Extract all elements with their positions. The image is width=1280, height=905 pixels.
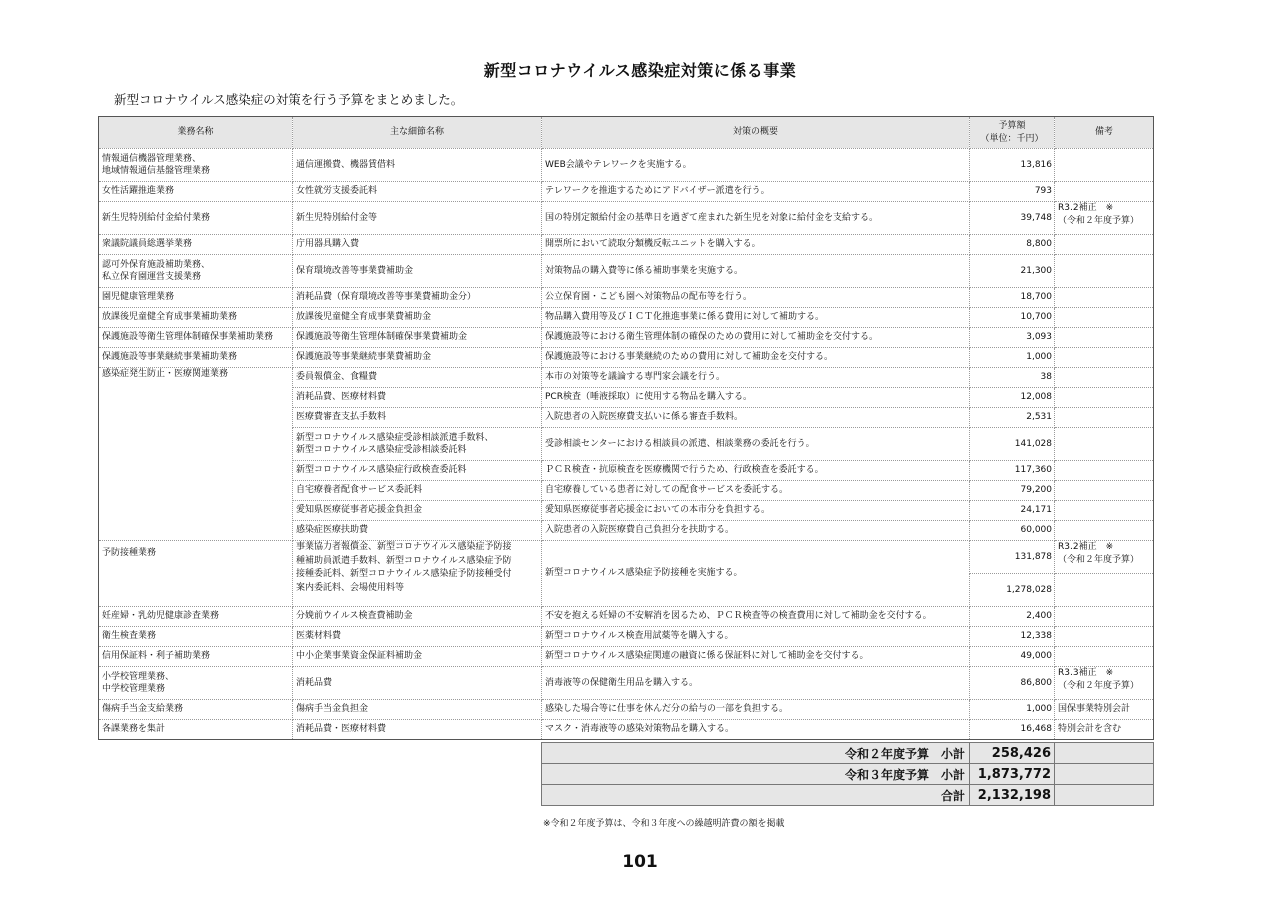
cell-business: 衛生検査業務 [99, 627, 293, 647]
cell-detail: 医薬材料費 [293, 627, 542, 647]
summary-empty [1055, 764, 1154, 785]
table-row [99, 667, 1154, 700]
table-row [99, 720, 1154, 740]
cell-amount: 18,700 [970, 288, 1055, 308]
cell-note [1055, 255, 1154, 288]
header-remarks: 備考 [1055, 117, 1154, 149]
cell-detail: 新型コロナウイルス感染症行政検査委託料 [293, 461, 542, 481]
cell-overview: PCR検査（唾液採取）に使用する物品を購入する。 [542, 388, 970, 408]
cell-detail: 消耗品費・医療材料費 [293, 720, 542, 740]
cell-business: 情報通信機器管理業務、 地域情報通信基盤管理業務 [99, 149, 293, 182]
cell-note [1055, 149, 1154, 182]
cell-overview: 新型コロナウイルス感染症予防接種を実施する。 [542, 541, 970, 607]
cell-note [1055, 308, 1154, 328]
cell-detail: 新型コロナウイルス感染症受診相談派遣手数料、 新型コロナウイルス感染症受診相談委託料 [293, 428, 542, 461]
cell-overview: 公立保育園・こども園へ対策物品の配布等を行う。 [542, 288, 970, 308]
cell-amount: 13,816 [970, 149, 1055, 182]
cell-amount: 49,000 [970, 647, 1055, 667]
cell-amount: 21,300 [970, 255, 1055, 288]
cell-amount: 1,000 [970, 348, 1055, 368]
cell-detail: 中小企業事業資金保証料補助金 [293, 647, 542, 667]
cell-overview: 不安を抱える妊婦の不安解消を図るため、ＰＣＲ検査等の検査費用に対して補助金を交付する。 [542, 607, 970, 627]
cell-overview: 入院患者の入院医療費支払いに係る審査手数料。 [542, 408, 970, 428]
header-budget-label: 予算額 [998, 121, 1026, 132]
summary-label: 合計 [542, 785, 970, 806]
cell-note [1055, 647, 1154, 667]
cell-amount: 793 [970, 182, 1055, 202]
cell-amount: 2,400 [970, 607, 1055, 627]
page-number: 101 [622, 852, 658, 872]
cell-business-text: 予防接種業務 [102, 548, 157, 558]
cell-amount: 131,878 [970, 541, 1055, 574]
cell-overview: 本市の対策等を議論する専門家会議を行う。 [542, 368, 970, 388]
table-row [99, 235, 1154, 255]
table-row [99, 308, 1154, 328]
cell-detail: 消耗品費、医療材料費 [293, 388, 542, 408]
cell-overview: 受診相談センターにおける相談員の派遣、相談業務の委託を行う。 [542, 428, 970, 461]
table-row [99, 700, 1154, 720]
cell-overview: 物品購入費用等及びＩＣＴ化推進事業に係る費用に対して補助する。 [542, 308, 970, 328]
cell-detail: 保育環境改善等事業費補助金 [293, 255, 542, 288]
cell-detail: 感染症医療扶助費 [293, 521, 542, 541]
cell-business: 園児健康管理業務 [99, 288, 293, 308]
summary-table [541, 742, 1154, 806]
cell-note [1055, 607, 1154, 627]
table-row [99, 348, 1154, 368]
table-row [99, 607, 1154, 627]
table-row [99, 627, 1154, 647]
cell-detail: 女性就労支援委託料 [293, 182, 542, 202]
table-row [99, 328, 1154, 348]
cell-note [1055, 408, 1154, 428]
table-row [99, 288, 1154, 308]
cell-amount: 12,338 [970, 627, 1055, 647]
cell-note [1055, 288, 1154, 308]
cell-business: 認可外保育施設補助業務、 私立保育園運営支援業務 [99, 255, 293, 288]
cell-overview: WEB会議やテレワークを実施する。 [542, 149, 970, 182]
cell-business: 小学校管理業務、 中学校管理業務 [99, 667, 293, 700]
cell-detail: 保護施設等事業継続事業費補助金 [293, 348, 542, 368]
cell-detail: 消耗品費（保育環境改善等事業費補助金分） [293, 288, 542, 308]
table-header-row [99, 117, 1154, 149]
cell-detail: 愛知県医療従事者応援金負担金 [293, 501, 542, 521]
cell-business: 妊産婦・乳幼児健康診査業務 [99, 607, 293, 627]
cell-business: 放課後児童健全育成事業補助業務 [99, 308, 293, 328]
cell-amount: 60,000 [970, 521, 1055, 541]
cell-detail: 医療費審査支払手数料 [293, 408, 542, 428]
cell-overview: マスク・消毒液等の感染対策物品を購入する。 [542, 720, 970, 740]
budget-table [98, 116, 1154, 740]
cell-overview: ＰＣＲ検査・抗原検査を医療機関で行うため、行政検査を委託する。 [542, 461, 970, 481]
cell-detail: 放課後児童健全育成事業費補助金 [293, 308, 542, 328]
summary-value: 2,132,198 [970, 785, 1055, 806]
cell-note [1055, 481, 1154, 501]
cell-amount: 141,028 [970, 428, 1055, 461]
cell-business: 新生児特別給付金給付業務 [99, 202, 293, 235]
cell-overview: 開票所において読取分類機反転ユニットを購入する。 [542, 235, 970, 255]
cell-detail: 保護施設等衛生管理体制確保事業費補助金 [293, 328, 542, 348]
cell-note: R3.2補正 ※ （令和２年度予算） [1055, 541, 1154, 574]
header-budget [970, 117, 1055, 149]
cell-business: 衆議院議員総選挙業務 [99, 235, 293, 255]
cell-overview: 対策物品の購入費等に係る補助事業を実施する。 [542, 255, 970, 288]
header-budget-unit: （単位：千円） [980, 133, 1044, 144]
summary-empty [1055, 785, 1154, 806]
cell-amount: 1,000 [970, 700, 1055, 720]
table-row [99, 202, 1154, 235]
summary-value: 1,873,772 [970, 764, 1055, 785]
cell-note [1055, 627, 1154, 647]
cell-note: R3.3補正 ※ （令和２年度予算） [1055, 667, 1154, 700]
cell-overview: 保護施設等における衛生管理体制の確保のための費用に対して補助金を交付する。 [542, 328, 970, 348]
table-row [99, 541, 1154, 574]
table-row [99, 182, 1154, 202]
table-row [99, 255, 1154, 288]
cell-business: 保護施設等衛生管理体制確保事業補助業務 [99, 328, 293, 348]
cell-note: R3.2補正 ※ （令和２年度予算） [1055, 202, 1154, 235]
cell-overview: 自宅療養している患者に対しての配食サービスを委託する。 [542, 481, 970, 501]
cell-overview: テレワークを推進するためにアドバイザー派遣を行う。 [542, 182, 970, 202]
cell-note [1055, 461, 1154, 481]
cell-overview: 入院患者の入院医療費自己負担分を扶助する。 [542, 521, 970, 541]
cell-note [1055, 328, 1154, 348]
cell-note [1055, 501, 1154, 521]
cell-note [1055, 521, 1154, 541]
cell-business: 女性活躍推進業務 [99, 182, 293, 202]
cell-detail: 通信運搬費、機器賃借料 [293, 149, 542, 182]
cell-business: 保護施設等事業継続事業補助業務 [99, 348, 293, 368]
summary-label: 令和２年度予算 小計 [542, 743, 970, 764]
cell-overview: 感染した場合等に仕事を休んだ分の給与の一部を負担する。 [542, 700, 970, 720]
summary-row [542, 743, 1154, 764]
header-detail: 主な細節名称 [293, 117, 542, 149]
cell-overview: 国の特別定額給付金の基準日を過ぎて産まれた新生児を対象に給付金を支給する。 [542, 202, 970, 235]
cell-note [1055, 388, 1154, 408]
table-row [99, 368, 1154, 388]
cell-amount: 1,278,028 [970, 574, 1055, 607]
cell-amount: 39,748 [970, 202, 1055, 235]
cell-business: 感染症発生防止・医療関連業務 [99, 368, 293, 541]
header-business: 業務名称 [99, 117, 293, 149]
cell-amount: 12,008 [970, 388, 1055, 408]
cell-note [1055, 235, 1154, 255]
cell-note: 国保事業特別会計 [1055, 700, 1154, 720]
cell-note [1055, 348, 1154, 368]
cell-detail: 委員報償金、食糧費 [293, 368, 542, 388]
cell-amount: 24,171 [970, 501, 1055, 521]
cell-detail: 自宅療養者配食サービス委託料 [293, 481, 542, 501]
cell-detail: 分娩前ウイルス検査費補助金 [293, 607, 542, 627]
cell-overview: 愛知県医療従事者応援金においての本市分を負担する。 [542, 501, 970, 521]
cell-amount: 117,360 [970, 461, 1055, 481]
header-overview: 対策の概要 [542, 117, 970, 149]
footnote: ※令和２年度予算は、令和３年度への繰越明許費の額を掲載 [543, 819, 785, 829]
cell-note [1055, 428, 1154, 461]
cell-amount: 3,093 [970, 328, 1055, 348]
cell-business: 各課業務を集計 [99, 720, 293, 740]
summary-row [542, 764, 1154, 785]
cell-amount: 16,468 [970, 720, 1055, 740]
cell-amount: 10,700 [970, 308, 1055, 328]
cell-note [1055, 574, 1154, 607]
cell-amount: 8,800 [970, 235, 1055, 255]
cell-detail: 庁用器具購入費 [293, 235, 542, 255]
summary-label: 令和３年度予算 小計 [542, 764, 970, 785]
cell-amount: 79,200 [970, 481, 1055, 501]
cell-note [1055, 182, 1154, 202]
cell-overview: 新型コロナウイルス検査用試薬等を購入する。 [542, 627, 970, 647]
cell-amount: 2,531 [970, 408, 1055, 428]
summary-empty [1055, 743, 1154, 764]
cell-business: 傷病手当金支給業務 [99, 700, 293, 720]
cell-detail: 傷病手当金負担金 [293, 700, 542, 720]
cell-amount: 86,800 [970, 667, 1055, 700]
cell-note: 特別会計を含む [1055, 720, 1154, 740]
table-row [99, 149, 1154, 182]
summary-value: 258,426 [970, 743, 1055, 764]
cell-overview: 新型コロナウイルス感染症関連の融資に係る保証料に対して補助金を交付する。 [542, 647, 970, 667]
cell-business [99, 541, 293, 607]
cell-amount: 38 [970, 368, 1055, 388]
page-title: 新型コロナウイルス感染症対策に係る事業 [483, 61, 797, 80]
cell-detail: 新生児特別給付金等 [293, 202, 542, 235]
cell-overview: 消毒液等の保健衛生用品を購入する。 [542, 667, 970, 700]
cell-business: 信用保証料・利子補助業務 [99, 647, 293, 667]
cell-detail: 消耗品費 [293, 667, 542, 700]
cell-detail: 事業協力者報償金、新型コロナウイルス感染症予防接 種補助員派遣手数料、新型コロナウイルス感染症予防 接種委託料、新型コロナウイルス感染症予防接種受付 案内委託料、会場使用料等 [293, 541, 542, 607]
summary-row [542, 785, 1154, 806]
table-row [99, 647, 1154, 667]
cell-overview: 保護施設等における事業継続のための費用に対して補助金を交付する。 [542, 348, 970, 368]
cell-note [1055, 368, 1154, 388]
page-subtitle: 新型コロナウイルス感染症の対策を行う予算をまとめました。 [114, 92, 464, 107]
